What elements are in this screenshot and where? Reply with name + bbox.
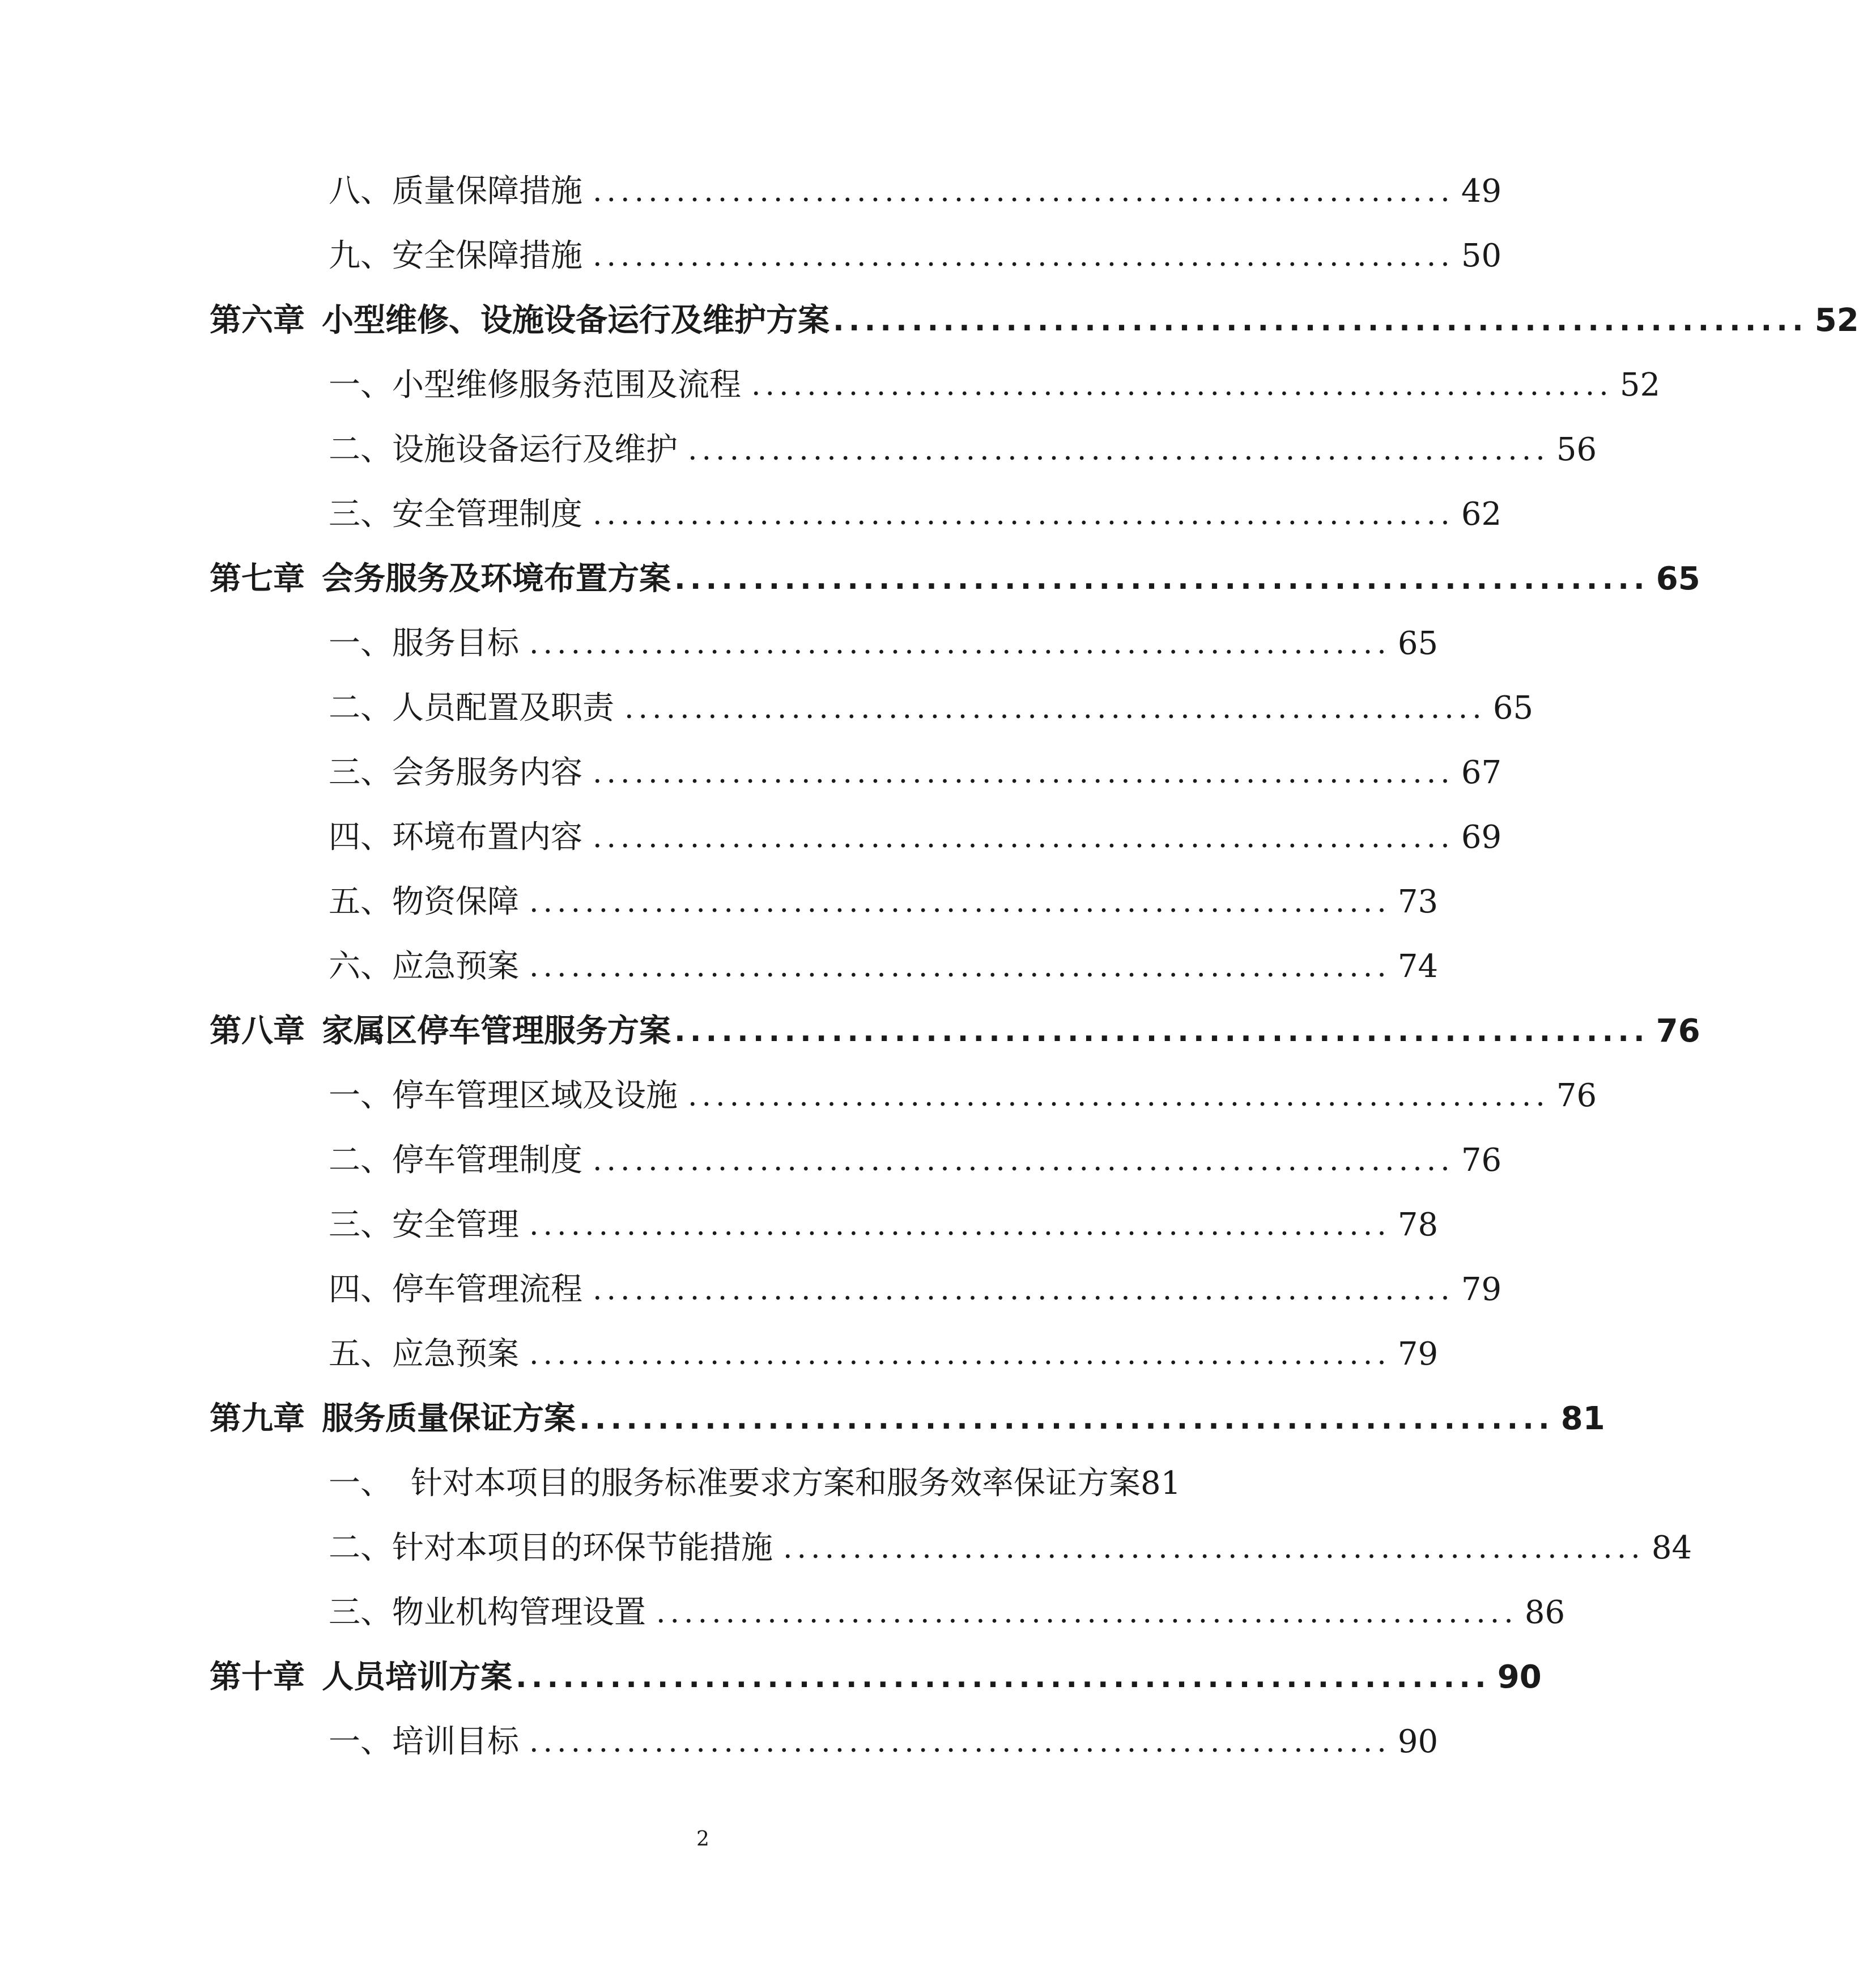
toc-number: 六、 [329,948,392,985]
toc-entry[interactable] [210,617,1439,671]
toc-number: 第八章 [210,1013,305,1050]
toc-number: 一、 [329,625,392,662]
toc-leader: .............................................................. [529,885,1391,919]
toc-leader: .............................................................. [593,756,1454,790]
toc-title: 应急预案 [392,1336,519,1373]
toc-leader: .............................................................. [593,498,1454,532]
toc-number: 九、 [329,237,392,274]
toc-page: 65 [1492,690,1534,727]
toc-number: 五、 [329,883,392,920]
toc-title: 针对本项目的服务标准要求方案和服务效率保证方案 [411,1465,1141,1502]
toc-entry[interactable] [210,681,1534,736]
toc-number: 三、 [329,1594,392,1631]
toc-number: 第十章 [210,1659,305,1696]
toc-title: 安全保障措施 [392,237,582,274]
toc-title: 设施设备运行及维护 [392,431,678,468]
toc-title: 小型维修服务范围及流程 [392,367,741,403]
toc-entry[interactable] [210,940,1439,994]
toc-title: 应急预案 [392,948,519,985]
page-number: 2 [696,1828,709,1851]
toc-title: 小型维修、设施设备运行及维护方案 [322,302,829,339]
toc-page: 52 [1814,302,1859,339]
toc-entry[interactable] [210,1133,1502,1188]
toc-title: 质量保障措施 [392,173,582,210]
toc-number: 二、 [329,1142,392,1179]
toc-entry[interactable] [210,1198,1439,1252]
toc-leader: .............................................................. [674,1014,1649,1048]
toc-number: 四、 [329,819,392,856]
toc-leader: .............................................................. [593,821,1454,855]
toc-page: 52 [1619,367,1661,403]
toc-entry[interactable] [210,875,1439,929]
toc-page: 81 [1560,1400,1605,1437]
toc-leader: .............................................................. [656,1596,1518,1630]
toc-page: 67 [1461,754,1502,791]
toc-leader: .............................................................. [516,1660,1491,1694]
toc-chapter[interactable] [210,1650,1542,1705]
toc-entry[interactable] [210,1069,1597,1123]
toc-leader: .............................................................. [751,368,1613,402]
toc-title: 停车管理区域及设施 [392,1077,678,1114]
toc-number: 一、 [329,1077,392,1114]
toc-leader: .............................................................. [529,1208,1391,1242]
toc-number: 一、 [329,367,392,403]
toc-number: 八、 [329,173,392,210]
toc-leader: .............................................................. [783,1531,1645,1565]
toc-leader: .............................................................. [688,1079,1550,1113]
toc-leader: .............................................................. [593,1273,1454,1307]
toc-number: 第七章 [210,560,305,597]
toc-number: 第六章 [210,302,305,339]
toc-page: 56 [1556,431,1597,468]
toc-entry[interactable] [210,1586,1566,1640]
toc-entry[interactable] [210,229,1502,283]
toc-leader: .............................................................. [529,1337,1391,1371]
toc-page: 86 [1524,1594,1566,1631]
toc-entry[interactable] [210,1327,1439,1382]
toc-number: 一、 [329,1465,392,1502]
toc-page: 84 [1651,1530,1692,1566]
toc-title: 人员配置及职责 [392,690,614,727]
toc-title: 物业机构管理设置 [392,1594,646,1631]
toc-page: 50 [1461,237,1502,274]
toc-chapter[interactable] [210,1004,1700,1059]
toc-entry[interactable] [210,164,1502,219]
toc-page: 79 [1461,1271,1502,1308]
toc-leader: .............................................................. [624,691,1486,725]
toc-page: 73 [1397,883,1439,920]
toc-number: 三、 [329,754,392,791]
toc-leader: .............................................................. [579,1402,1554,1436]
toc-number: 二、 [329,1530,392,1566]
toc-title: 家属区停车管理服务方案 [322,1013,671,1050]
toc-page: 78 [1397,1207,1439,1243]
toc-leader: .............................................................. [529,1725,1391,1759]
toc-number: 三、 [329,1207,392,1243]
toc-entry[interactable] [210,358,1661,413]
toc-title: 会务服务内容 [392,754,582,791]
toc-entry[interactable] [210,487,1502,542]
toc-number: 第九章 [210,1400,305,1437]
toc-page: 62 [1461,496,1502,533]
toc-chapter[interactable] [210,552,1700,606]
toc-entry[interactable] [210,1715,1439,1769]
toc-number: 四、 [329,1271,392,1308]
toc-title: 停车管理流程 [392,1271,582,1308]
toc-entry[interactable] [210,810,1502,865]
toc-title: 物资保障 [392,883,519,920]
toc-page: 65 [1397,625,1439,662]
toc-leader: .............................................................. [593,175,1454,209]
toc-leader: .............................................................. [833,304,1808,338]
toc-leader: .............................................................. [688,433,1550,467]
toc-title: 会务服务及环境布置方案 [322,560,671,597]
toc-title: 服务目标 [392,625,519,662]
toc-entry[interactable] [210,746,1502,800]
toc-chapter[interactable] [210,1392,1605,1446]
toc-number: 一、 [329,1723,392,1760]
toc-page: 76 [1461,1142,1502,1179]
toc-entry[interactable] [210,1456,1201,1511]
toc-title: 安全管理制度 [392,496,582,533]
toc-page: 79 [1397,1336,1439,1373]
toc-number: 二、 [329,690,392,727]
toc-leader: .............................................................. [529,950,1391,984]
toc-entry[interactable] [210,423,1597,477]
toc-leader: .............................................................. [529,627,1391,661]
toc-page: 81 [1141,1465,1181,1502]
toc-number: 五、 [329,1336,392,1373]
toc-title: 停车管理制度 [392,1142,582,1179]
toc-chapter[interactable] [210,294,1859,348]
toc-page: 76 [1556,1077,1597,1114]
toc-leader: .............................................................. [674,562,1649,596]
toc-page: 76 [1656,1013,1700,1050]
toc-leader: .............................................................. [593,239,1454,273]
toc-title: 环境布置内容 [392,819,582,856]
toc-page: 65 [1656,560,1700,597]
toc-title: 针对本项目的环保节能措施 [392,1530,773,1566]
toc-title: 安全管理 [392,1207,519,1243]
toc-entry[interactable] [210,1521,1692,1575]
toc-title: 培训目标 [392,1723,519,1760]
toc-page: 74 [1397,948,1439,985]
toc-title: 服务质量保证方案 [322,1400,576,1437]
toc-number: 二、 [329,431,392,468]
toc-page: 49 [1461,173,1502,210]
toc-entry[interactable] [210,1263,1502,1317]
toc-title: 人员培训方案 [322,1659,512,1696]
toc-page: 90 [1497,1659,1542,1696]
toc-page: 69 [1461,819,1502,856]
toc-leader: .............................................................. [593,1144,1454,1178]
toc-number: 三、 [329,496,392,533]
toc-page: 90 [1397,1723,1439,1760]
